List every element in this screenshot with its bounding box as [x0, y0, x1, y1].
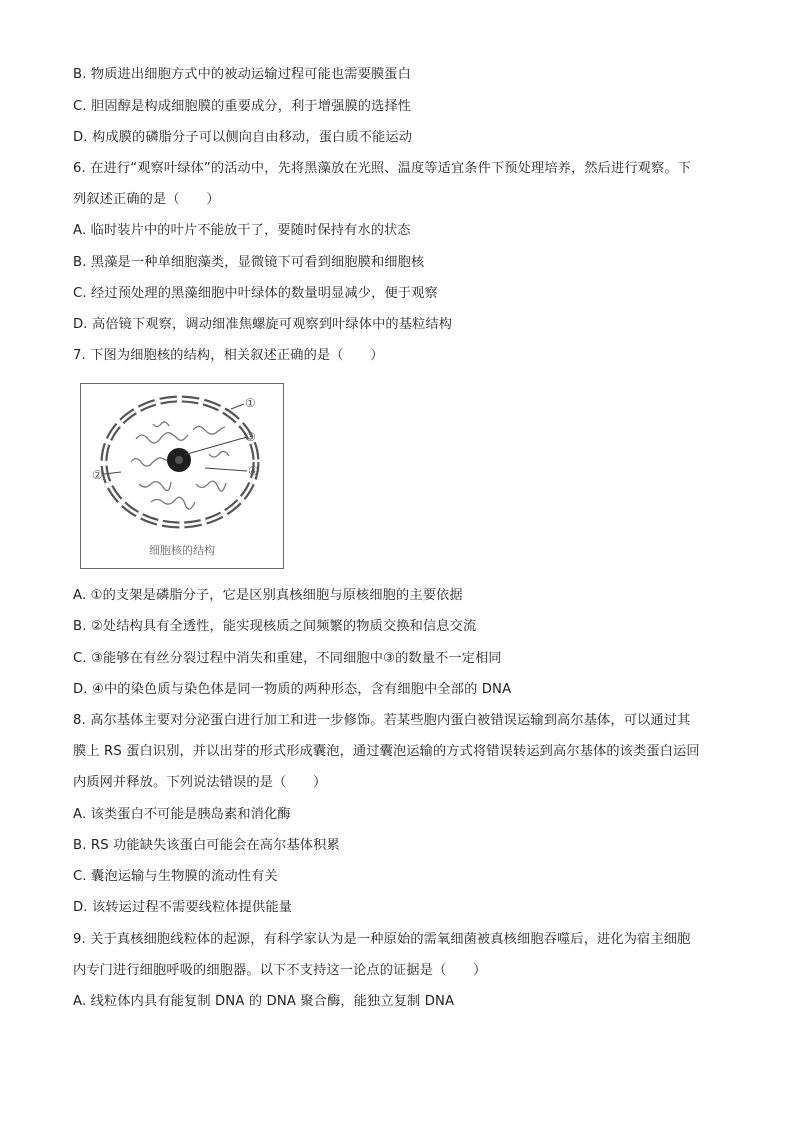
q7-stem: 7. 下图为细胞核的结构，相关叙述正确的是（ ） — [73, 348, 384, 363]
label-3: ③ — [245, 430, 256, 444]
label-2: ② — [92, 468, 103, 482]
q8-option-b: B. RS 功能缺失该蛋白可能会在高尔基体积累 — [73, 838, 340, 853]
q5-option-b: B. 物质进出细胞方式中的被动运输过程可能也需要膜蛋白 — [73, 67, 411, 82]
q9-stem-line-2: 内专门进行细胞呼吸的细胞器。以下不支持这一论点的证据是（ ） — [73, 963, 487, 978]
q9-option-a: A. 线粒体内具有能复制 DNA 的 DNA 聚合酶，能独立复制 DNA — [73, 994, 455, 1009]
q8-option-d: D. 该转运过程不需要线粒体提供能量 — [73, 900, 293, 915]
q6-option-a: A. 临时装片中的叶片不能放干了，要随时保持有水的状态 — [73, 223, 411, 238]
q9-stem-line-1: 9. 关于真核细胞线粒体的起源，有科学家认为是一种原始的需氧细菌被真核细胞吞噬后，进化为宿主细胞 — [73, 932, 691, 947]
label-4: ④ — [248, 464, 259, 478]
figure-caption: 细胞核的结构 — [149, 544, 215, 557]
q5-option-c: C. 胆固醇是构成细胞膜的重要成分，利于增强膜的选择性 — [73, 99, 412, 114]
q6-option-c: C. 经过预处理的黑藻细胞中叶绿体的数量明显减少，便于观察 — [73, 286, 438, 301]
q5-option-d: D. 构成膜的磷脂分子可以侧向自由移动，蛋白质不能运动 — [73, 130, 413, 145]
q6-option-b: B. 黑藻是一种单细胞藻类，显微镜下可看到细胞膜和细胞核 — [73, 255, 425, 270]
q8-option-a: A. 该类蛋白不可能是胰岛素和消化酶 — [73, 807, 291, 822]
q8-option-c: C. 囊泡运输与生物膜的流动性有关 — [73, 869, 278, 884]
label-1: ① — [245, 396, 256, 410]
q6-stem-line-2: 列叙述正确的是（ ） — [73, 192, 220, 207]
q8-stem-line-3: 内质网并释放。下列说法错误的是（ ） — [73, 775, 327, 790]
q7-option-b: B. ②处结构具有全透性，能实现核质之间频繁的物质交换和信息交流 — [73, 619, 477, 634]
q7-option-d: D. ④中的染色质与染色体是同一物质的两种形态，含有细胞中全部的 DNA — [73, 682, 512, 697]
q8-stem-line-1: 8. 高尔基体主要对分泌蛋白进行加工和进一步修饰。若某些胞内蛋白被错误运输到高尔基体，可以通过其 — [73, 713, 691, 728]
q6-option-d: D. 高倍镜下观察，调动细准焦螺旋可观察到叶绿体中的基粒结构 — [73, 317, 453, 332]
nucleus-structure-figure — [80, 383, 284, 569]
q8-stem-line-2: 膜上 RS 蛋白识别，并以出芽的形式形成囊泡，通过囊泡运输的方式将错误转运到高尔基体的该类蛋白运回 — [73, 744, 700, 759]
q7-option-c: C. ③能够在有丝分裂过程中消失和重建，不同细胞中③的数量不一定相同 — [73, 651, 502, 666]
q6-stem-line-1: 6. 在进行“观察叶绿体”的活动中，先将黑藻放在光照、温度等适宜条件下预处理培养，然后进行观察。下 — [73, 161, 692, 176]
q7-option-a: A. ①的支架是磷脂分子，它是区别真核细胞与原核细胞的主要依据 — [73, 588, 463, 603]
